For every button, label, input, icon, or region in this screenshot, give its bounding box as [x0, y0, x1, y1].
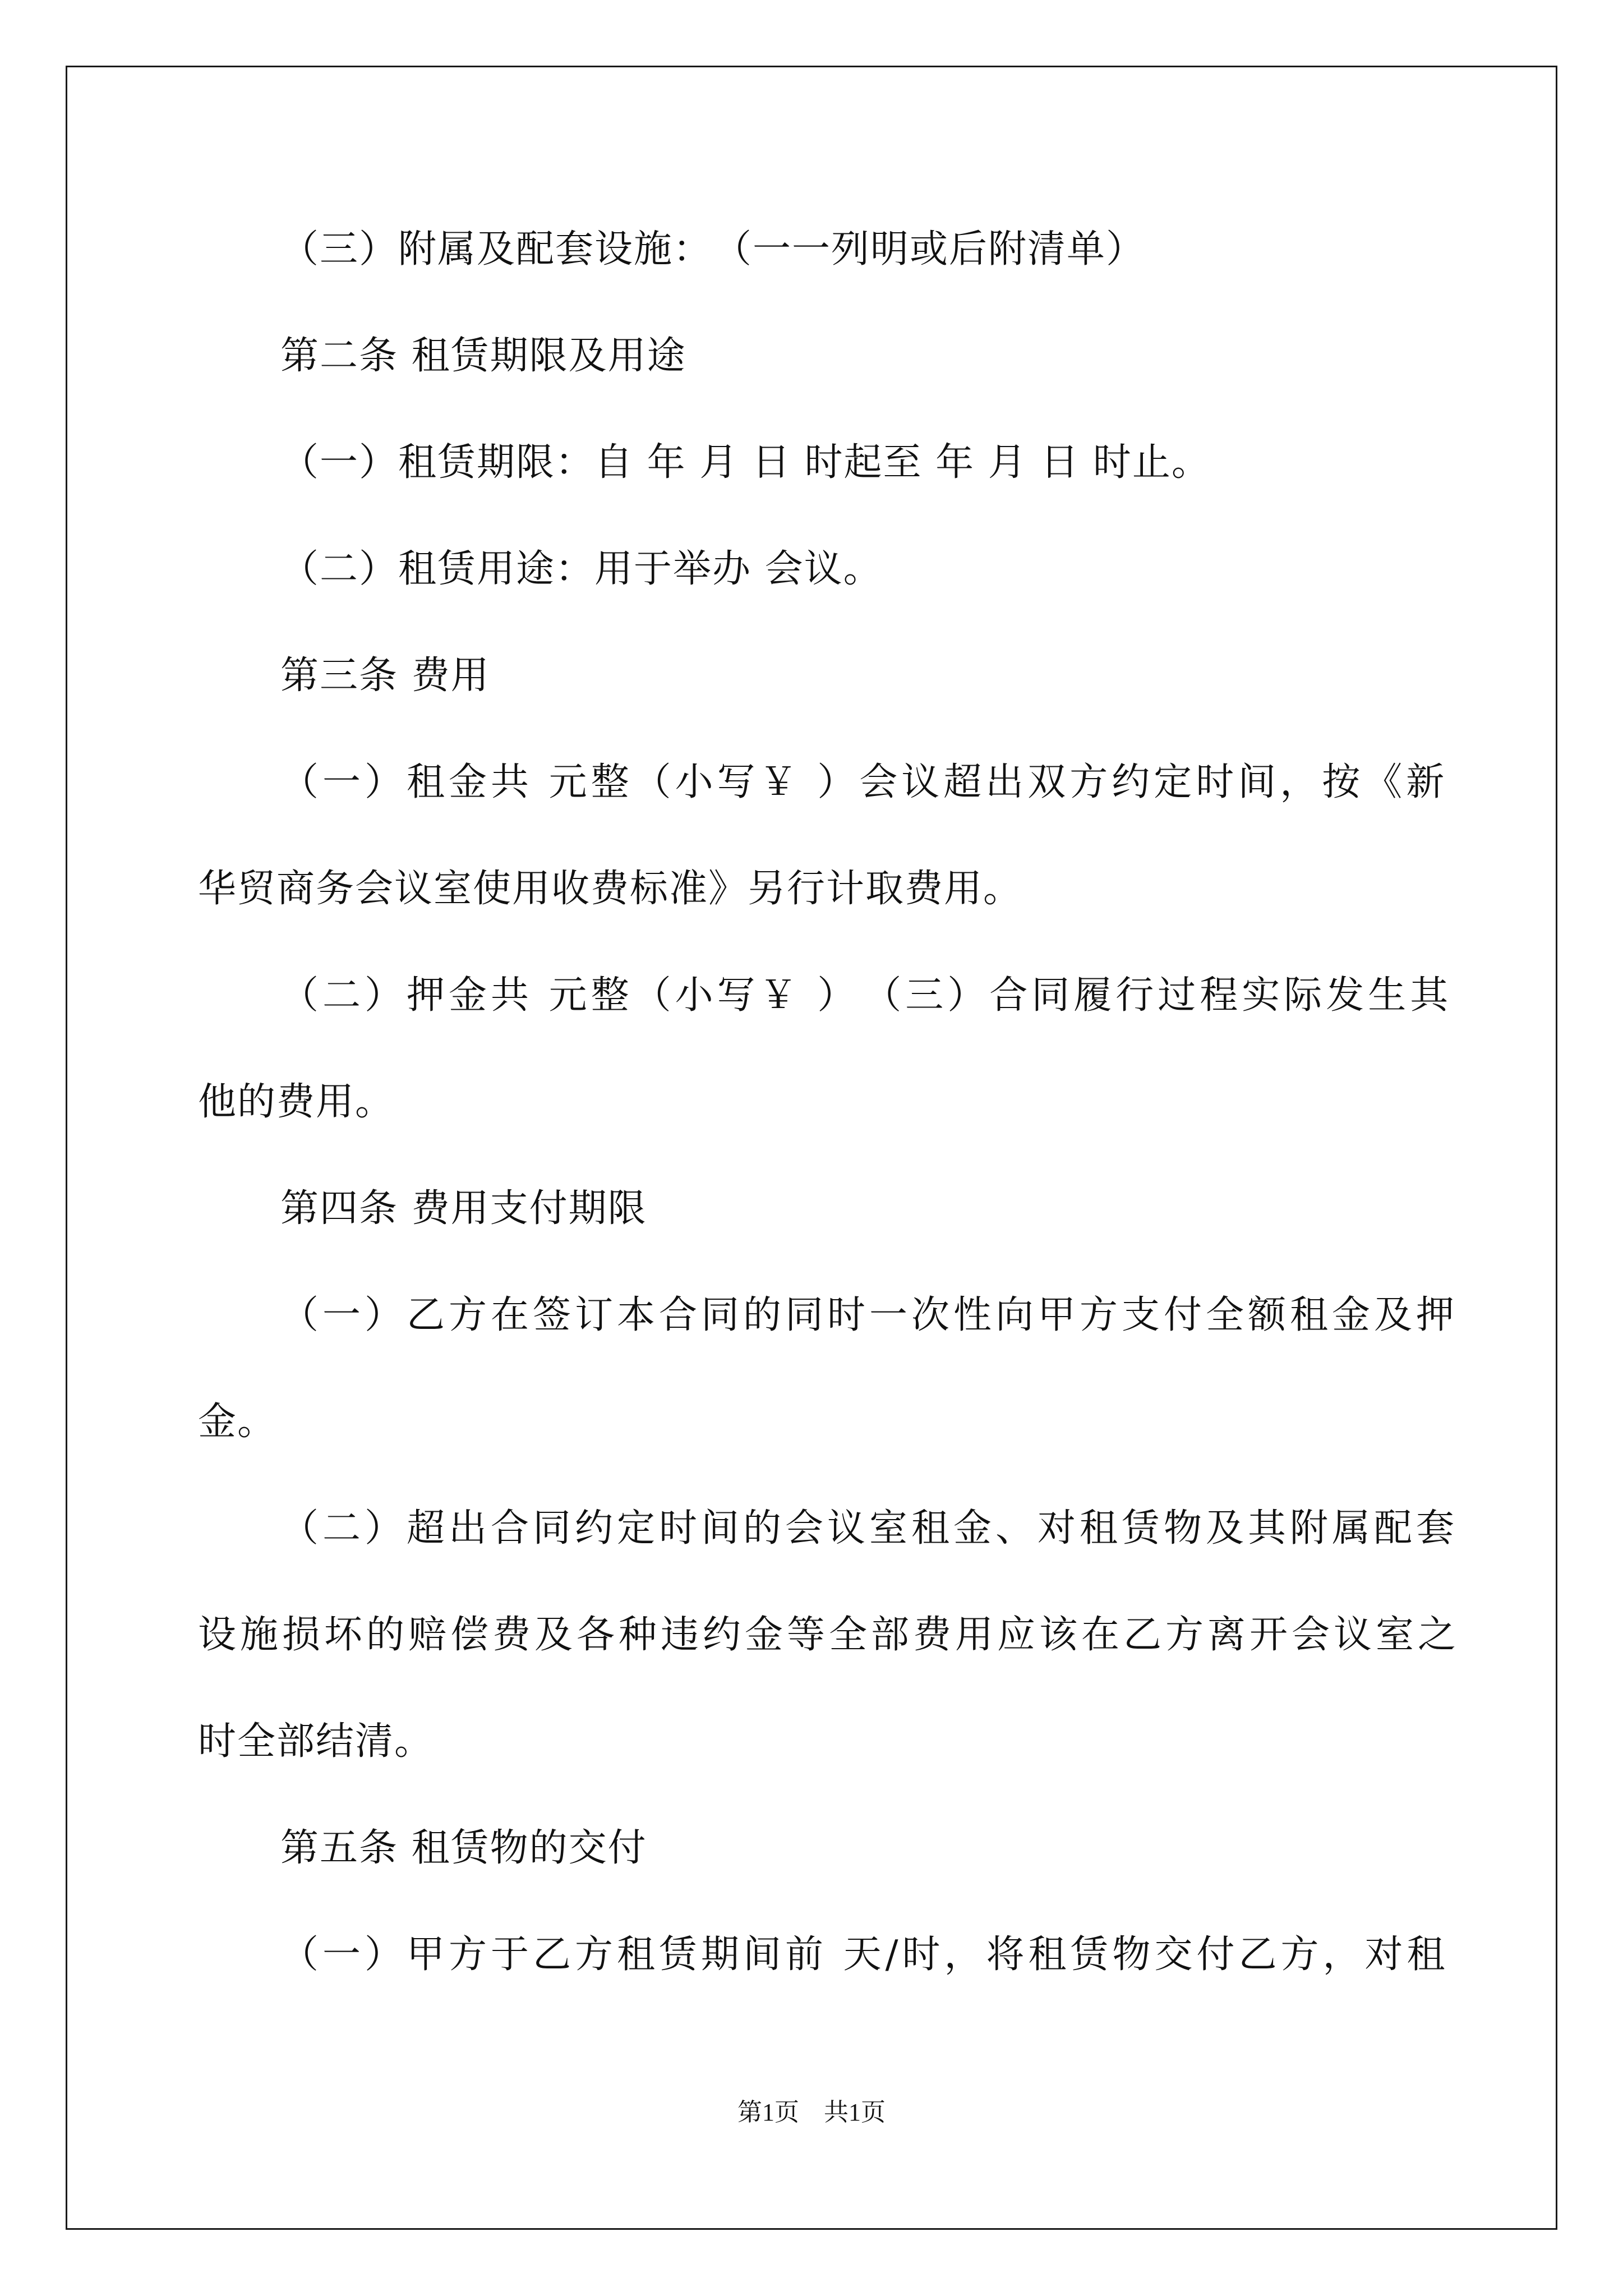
clause-text-line: （一）乙方在签订本合同的同时一次性向甲方支付全额租金及押 — [280, 1293, 1459, 1337]
clause-text-line: （一）租金共 元整（小写￥ ）会议超出双方约定时间，按《新 — [280, 760, 1449, 804]
article-heading: 第五条 租赁物的交付 — [280, 1826, 647, 1870]
clause-text-line: （一）租赁期限：自 年 月 日 时起至 年 月 日 时止。 — [280, 440, 1211, 485]
clause-text-line: （一）甲方于乙方租赁期间前 天/时，将租赁物交付乙方，对租 — [280, 1932, 1449, 1977]
clause-text-line: 金。 — [198, 1400, 277, 1444]
clause-text-line: （二）租赁用途：用于举办 会议。 — [280, 547, 883, 591]
article-heading: 第四条 费用支付期限 — [280, 1186, 647, 1231]
clause-text-line: （二）押金共 元整（小写￥ ） （三）合同履行过程实际发生其 — [280, 973, 1453, 1018]
clause-text-line: 设施损坏的赔偿费及各种违约金等全部费用应该在乙方离开会议室之 — [198, 1613, 1460, 1657]
page-border — [66, 66, 1557, 2230]
clause-text-line: （二）超出合同约定时间的会议室租金、对租赁物及其附属配套 — [280, 1506, 1459, 1550]
article-heading: 第三条 费用 — [280, 654, 490, 698]
clause-text-line: 时全部结清。 — [198, 1719, 434, 1764]
article-heading: 第二条 租赁期限及用途 — [280, 334, 686, 378]
page-number-footer: 第1页 共1页 — [737, 2099, 886, 2126]
clause-text-line: 华贸商务会议室使用收费标准》另行计取费用。 — [198, 867, 1023, 911]
clause-text-line: 他的费用。 — [198, 1080, 395, 1124]
clause-text-line: （三）附属及配套设施： （一一列明或后附清单） — [280, 227, 1146, 272]
